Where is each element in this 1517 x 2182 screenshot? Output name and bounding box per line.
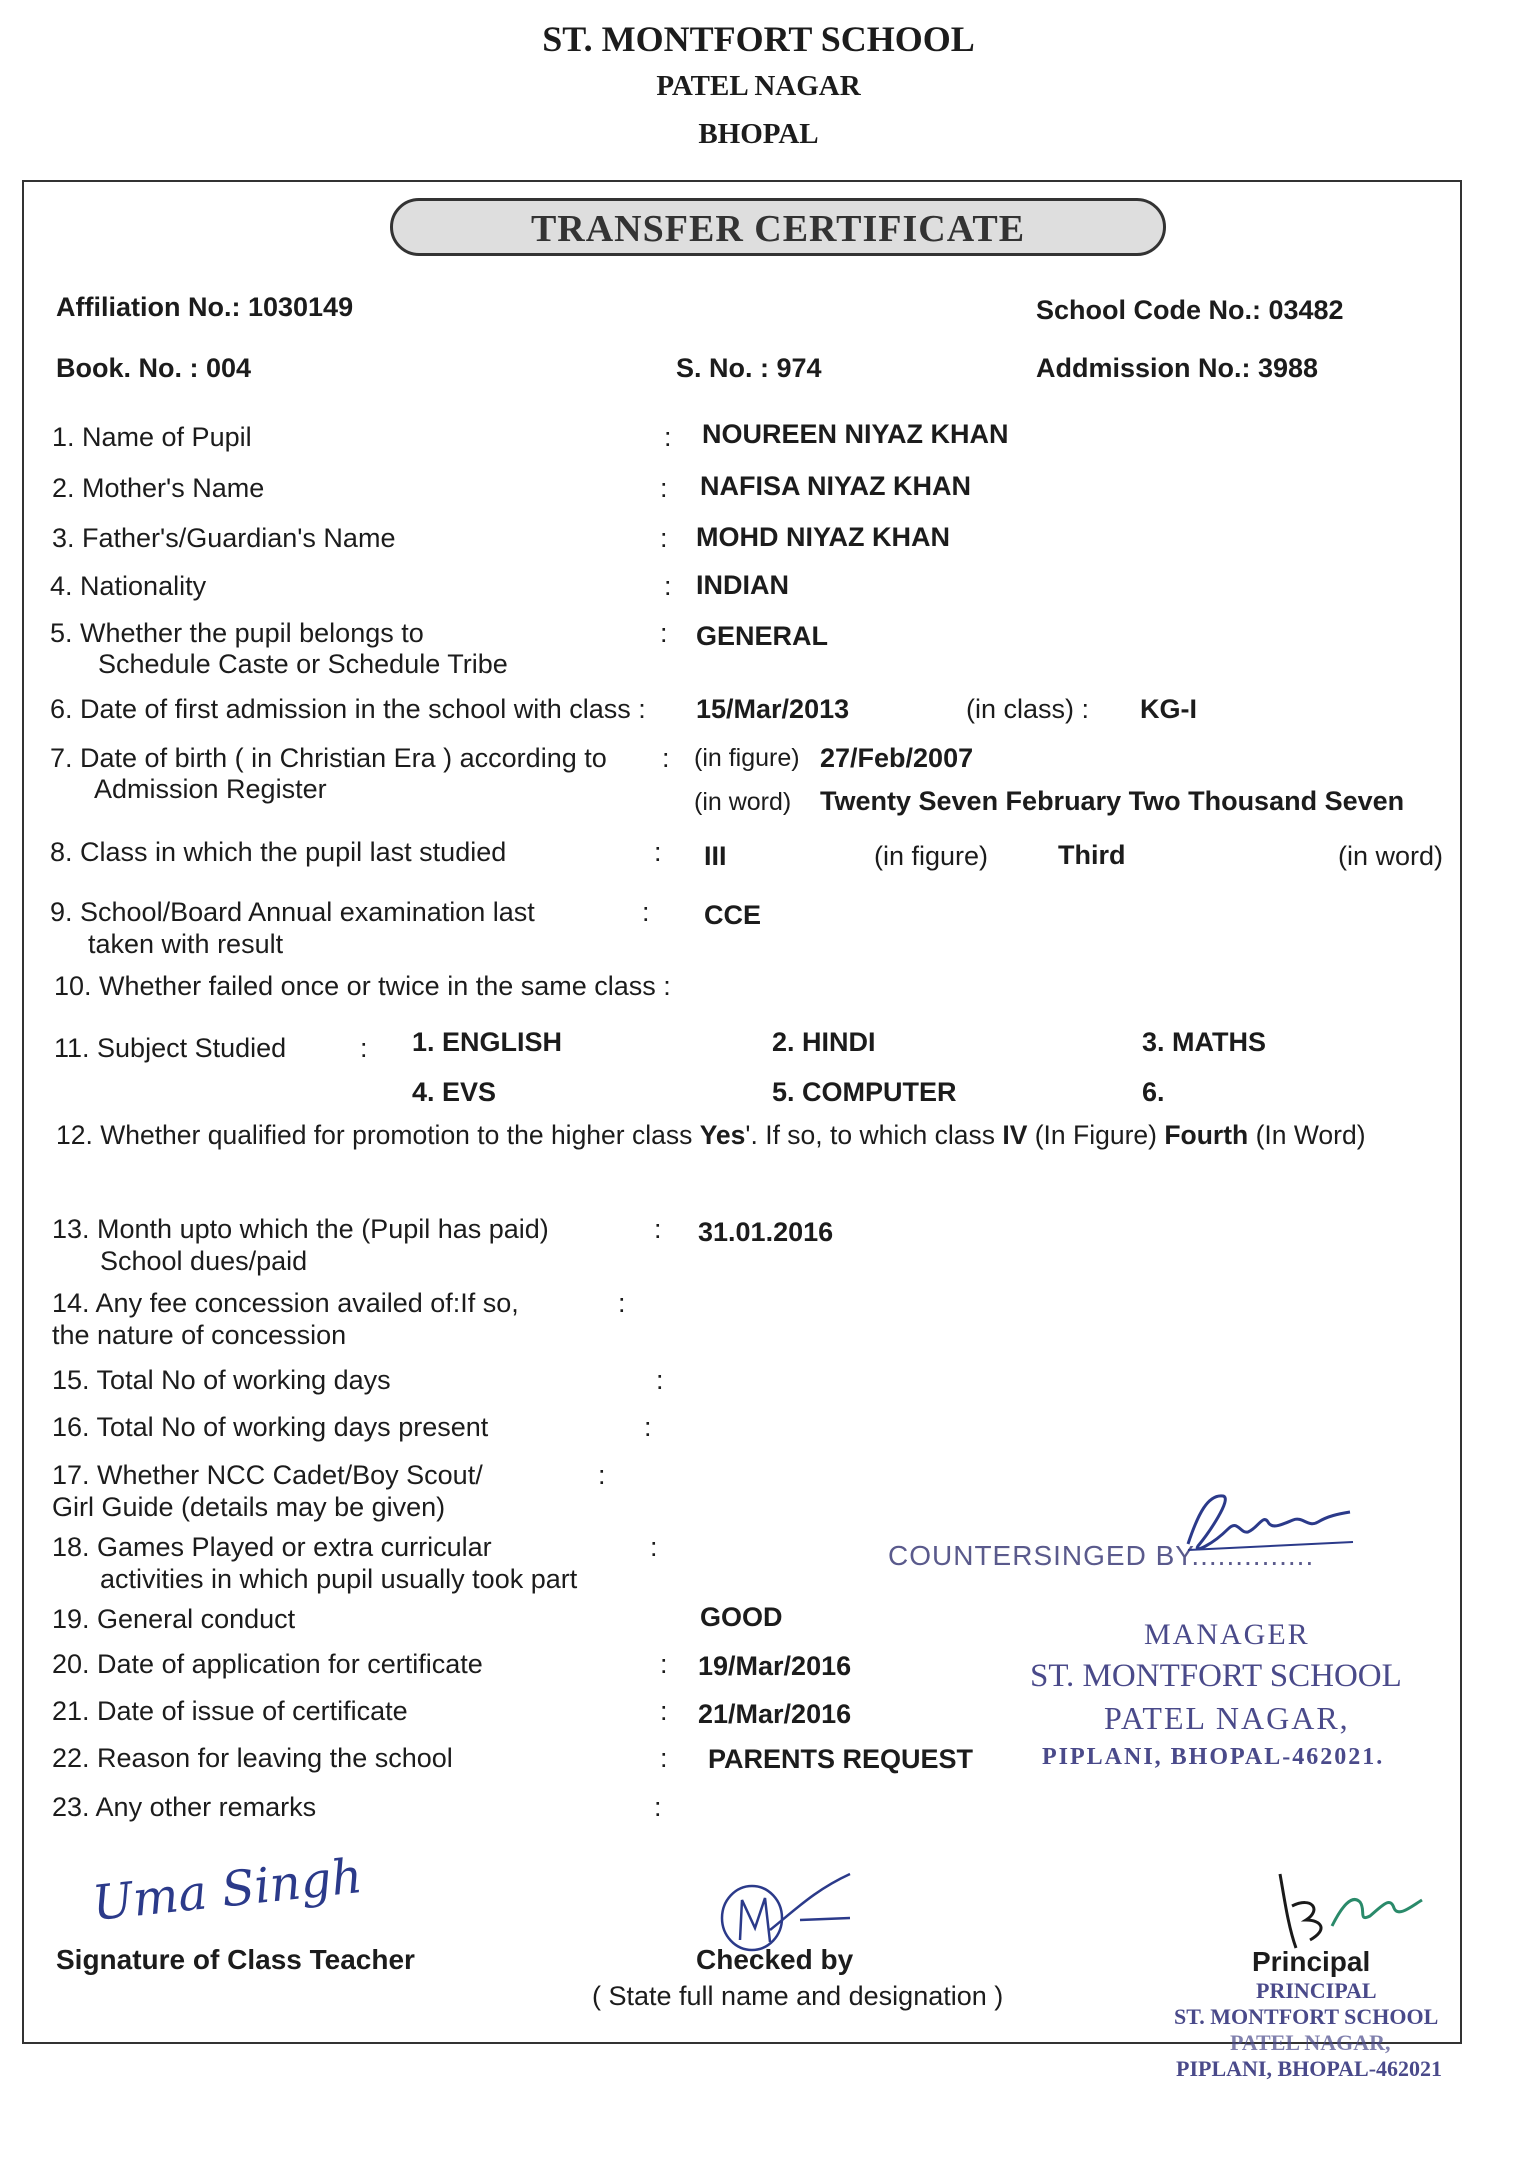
affiliation-number: Affiliation No.: 1030149	[56, 292, 354, 322]
colon: :	[650, 1532, 658, 1562]
issue-date: 21/Mar/2016	[698, 1699, 852, 1729]
item-12-line	[56, 1119, 1366, 1151]
item-23-label: 23. Any other remarks	[52, 1792, 317, 1822]
subject-1: 1. ENGLISH	[412, 1027, 563, 1057]
leaving-reason: PARENTS REQUEST	[708, 1744, 974, 1774]
colon: :	[656, 1365, 664, 1395]
promotion-class-word: Fourth	[1164, 1120, 1249, 1150]
manager-signature	[1168, 1484, 1358, 1564]
admission-number: Addmission No.: 3988	[1036, 353, 1319, 383]
manager-stamp-school: ST. MONTFORT SCHOOL	[1030, 1658, 1402, 1694]
admission-class: KG-I	[1140, 694, 1197, 724]
certificate-title: TRANSFER CERTIFICATE	[390, 198, 1166, 256]
principal-stamp-address: PIPLANI, BHOPAL-462021	[1176, 2056, 1443, 2081]
dob-word-label: (in word)	[694, 788, 792, 816]
colon: :	[654, 837, 662, 867]
principal-signature	[1262, 1866, 1432, 1956]
principal-stamp-school: ST. MONTFORT SCHOOL	[1174, 2004, 1439, 2029]
colon: :	[598, 1460, 606, 1490]
in-figure-label: (In Figure)	[1027, 1120, 1165, 1150]
school-code: School Code No.: 03482	[1036, 295, 1344, 325]
item-10-label: 10. Whether failed once or twice in the same class :	[54, 971, 671, 1001]
promotion-yes: Yes	[699, 1120, 746, 1150]
in-class-label: (in class) :	[966, 694, 1090, 724]
item-18-label: 18. Games Played or extra curricular	[52, 1532, 492, 1562]
colon: :	[660, 1696, 668, 1726]
colon: :	[662, 743, 670, 773]
manager-stamp-title: MANAGER	[1144, 1618, 1310, 1651]
subject-6: 6.	[1142, 1077, 1165, 1107]
item-11-label: 11. Subject Studied	[54, 1033, 287, 1063]
principal-stamp-title: PRINCIPAL	[1256, 1978, 1377, 2003]
last-class-figure: III	[704, 841, 727, 871]
item-12-label: 12. Whether qualified for promotion to the higher class	[56, 1120, 700, 1150]
manager-stamp-address: PIPLANI, BHOPAL-462021.	[1042, 1744, 1385, 1770]
item-22-label: 22. Reason for leaving the school	[52, 1743, 453, 1773]
checked-by-note: ( State full name and designation )	[592, 1981, 1004, 2011]
colon: :	[618, 1288, 626, 1318]
item-2-label: 2. Mother's Name	[52, 473, 265, 503]
colon: :	[664, 571, 672, 601]
item-20-label: 20. Date of application for certificate	[52, 1649, 483, 1679]
first-admission-date: 15/Mar/2013	[696, 694, 850, 724]
item-15-label: 15. Total No of working days	[52, 1365, 391, 1395]
nationality: INDIAN	[696, 570, 789, 600]
dues-paid-upto: 31.01.2016	[698, 1217, 834, 1247]
item-13-label-cont: School dues/paid	[100, 1246, 308, 1276]
class-teacher-label: Signature of Class Teacher	[56, 1944, 415, 1975]
exam-result: CCE	[704, 900, 762, 930]
item-17-label: 17. Whether NCC Cadet/Boy Scout/	[52, 1460, 483, 1490]
item-21-label: 21. Date of issue of certificate	[52, 1696, 408, 1726]
item-8-label: 8. Class in which the pupil last studied	[50, 837, 507, 867]
item-16-label: 16. Total No of working days present	[52, 1412, 489, 1442]
mother-name: NAFISA NIYAZ KHAN	[700, 471, 972, 501]
dob-word: Twenty Seven February Two Thousand Seven	[820, 786, 1405, 816]
item-7-label: 7. Date of birth ( in Christian Era ) according to	[50, 743, 607, 773]
in-word-label: (In Word)	[1248, 1120, 1366, 1150]
countersigned-by-stamp: COUNTERSINGED BY..............	[888, 1540, 1315, 1571]
colon: :	[660, 1649, 668, 1679]
item-18-label-cont: activities in which pupil usually took part	[100, 1564, 578, 1594]
class-teacher-signature: Uma Singh	[89, 1848, 365, 1932]
colon: :	[664, 422, 672, 452]
colon: :	[660, 473, 668, 503]
dob-figure-label: (in figure)	[694, 744, 800, 772]
serial-number: S. No. : 974	[676, 353, 822, 383]
colon: :	[654, 1214, 662, 1244]
colon: :	[660, 618, 668, 648]
item-6-label: 6. Date of first admission in the school with class :	[50, 694, 646, 724]
colon: :	[660, 1743, 668, 1773]
item-3-label: 3. Father's/Guardian's Name	[52, 523, 396, 553]
item-4-label: 4. Nationality	[50, 571, 207, 601]
dob-figure: 27/Feb/2007	[820, 743, 974, 773]
last-class-word: Third	[1058, 840, 1126, 870]
item-1-label: 1. Name of Pupil	[52, 422, 252, 452]
item-5-label: 5. Whether the pupil belongs to	[50, 618, 424, 648]
item-9-label: 9. School/Board Annual examination last	[50, 897, 535, 927]
school-area: PATEL NAGAR	[656, 70, 861, 102]
subject-4: 4. EVS	[412, 1077, 497, 1107]
manager-stamp-area: PATEL NAGAR,	[1104, 1700, 1350, 1736]
school-city: BHOPAL	[698, 118, 819, 150]
principal-label: Principal	[1252, 1946, 1371, 1977]
in-word-label: (in word)	[1338, 841, 1444, 871]
colon: :	[644, 1412, 652, 1442]
book-number: Book. No. : 004	[56, 353, 252, 383]
general-conduct: GOOD	[700, 1602, 783, 1632]
item-5-label-cont: Schedule Caste or Schedule Tribe	[98, 649, 508, 679]
colon: :	[660, 523, 668, 553]
father-name: MOHD NIYAZ KHAN	[696, 522, 951, 552]
item-7-label-cont: Admission Register	[94, 774, 327, 804]
promotion-class-figure: IV	[1002, 1120, 1028, 1150]
item-9-label-cont: taken with result	[88, 929, 284, 959]
item-14-label-cont: the nature of concession	[52, 1320, 347, 1350]
school-name: ST. MONTFORT SCHOOL	[542, 19, 975, 59]
caste-category: GENERAL	[696, 621, 829, 651]
subject-2: 2. HINDI	[772, 1027, 876, 1057]
item-17-label-cont: Girl Guide (details may be given)	[52, 1492, 446, 1522]
in-figure-label: (in figure)	[874, 841, 989, 871]
checked-by-label: Checked by	[696, 1944, 854, 1975]
colon: :	[654, 1792, 662, 1822]
item-12-label-mid: '. If so, to which class	[745, 1120, 1003, 1150]
colon: :	[360, 1033, 368, 1063]
colon: :	[642, 897, 650, 927]
item-13-label: 13. Month upto which the (Pupil has paid)	[52, 1214, 549, 1244]
principal-stamp-area: PATEL NAGAR,	[1230, 2030, 1391, 2055]
application-date: 19/Mar/2016	[698, 1651, 852, 1681]
subject-3: 3. MATHS	[1142, 1027, 1267, 1057]
item-14-label: 14. Any fee concession availed of:If so,	[52, 1288, 519, 1318]
pupil-name: NOUREEN NIYAZ KHAN	[702, 419, 1009, 449]
subject-5: 5. COMPUTER	[772, 1077, 957, 1107]
item-19-label: 19. General conduct	[52, 1604, 296, 1634]
